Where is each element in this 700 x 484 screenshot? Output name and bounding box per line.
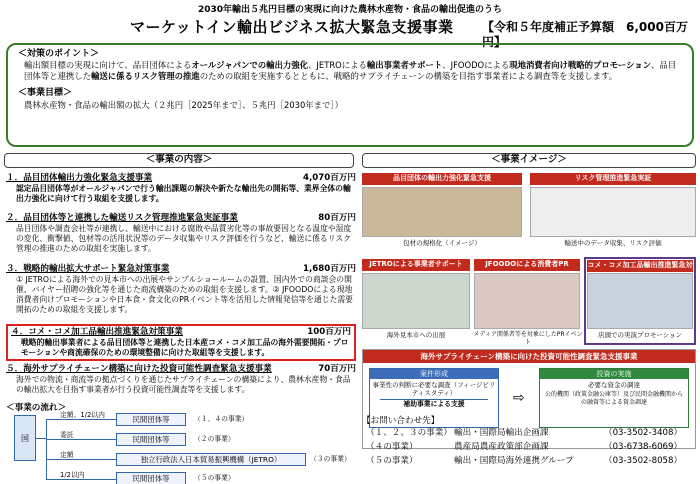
panel-caption: 海外見本市への出展 xyxy=(386,331,446,339)
policy-points-box xyxy=(6,43,694,147)
investment-text: 必要な資金の調達 xyxy=(588,381,640,389)
item-desc: 海外での物流・商流等の拠点づくりを通じたサプライチェーンの構築により、農林水産物・食品の輸出拡大を目指す事業者が行う投資可能性調査等を支援します。 xyxy=(16,374,351,394)
item-amount: 4,070百万円 xyxy=(303,173,356,183)
trade-show-photo xyxy=(362,273,470,329)
item-desc: 認定品目団体等がオールジャパンで行う輸出課題の解決や新たな輸出先の開拓等、業界全体の輸出力強化に向けて行う取組を支援します。 xyxy=(16,183,351,203)
points-heading: ＜対策のポイント＞ xyxy=(18,49,100,59)
panel-title: リスク管理推進緊急実証 xyxy=(530,173,696,185)
content-item-5 xyxy=(6,364,356,395)
panel-title: JFOODOによる消費者PR xyxy=(474,259,580,271)
flow-note: （２の事業） xyxy=(194,435,235,443)
content-heading: ＜事業の内容＞ xyxy=(4,153,354,168)
flow-box: 民間団体等 xyxy=(116,472,186,484)
item-amount: 80百万円 xyxy=(318,213,356,223)
contact-row xyxy=(362,441,696,455)
panel-caption: 店頭での実演プロモーション xyxy=(598,331,682,339)
contact-dept: 輸出・国際局海外連携グループ xyxy=(454,456,574,467)
content-item-1 xyxy=(6,173,356,204)
right-arrow-icon: ⇨ xyxy=(513,390,525,406)
content-item-2 xyxy=(6,213,356,254)
item-amount: 70百万円 xyxy=(318,364,356,374)
flow-note: （１、４の事業） xyxy=(194,415,249,423)
image-heading: ＜事業イメージ＞ xyxy=(362,153,696,168)
item-title: ３．戦略的輸出拡大サポート緊急対策事業 xyxy=(6,264,170,274)
packaging-photo xyxy=(362,187,522,237)
budget-label: 【令和５年度補正予算額 6,000百万円】 xyxy=(482,20,688,49)
item-desc: 品目団体や調査会社等が連携し、輸送中における腐敗や品質劣化等の事故要因となる温度や湿度の変化、衝撃値、包材等の活用状況等のデータ収集やリスク評価を行うなど、輸送に係るリスク管理の推進のための取組を実施します。 xyxy=(16,223,352,253)
flow-label: 定額 xyxy=(60,451,74,459)
panel-title: コメ・コメ加工品輸出推進緊急対 xyxy=(587,260,693,272)
formation-sub: 補助事業による支援 xyxy=(380,399,488,408)
contact-dept: 輸出・国際局輸出企画課 xyxy=(454,428,549,439)
item-title: ５．海外サプライチェーン構築に向けた投資可能性調査緊急支援事業 xyxy=(6,364,272,374)
content-item-4-highlighted xyxy=(6,324,356,361)
formation-head: 案件形成 xyxy=(370,369,498,379)
points-text: 輸出額目標の実現に向けて、品目団体によるオールジャパンでの輸出力強化、JETROによる輸出事業者サポート、JFOODOによる現地消費者向け戦略的プロモーション、品目団体等と連携した輸送に係るリスク管理の推進のための取組を実施するとともに、戦略的サプライチェーンの構築を目指す事業者による調査等を支援します。 xyxy=(24,60,677,82)
item-desc: 戦略的輸出事業者による品目団体等と連携した日本産コメ・コメ加工品の海外需要開拓・プロモーションや商流確保のための環境整備に向けた取組等を支援します。 xyxy=(21,337,349,357)
contact-tel: （03-6738-6069） xyxy=(604,442,683,453)
flow-label: 定額、1/2以内 xyxy=(60,411,105,419)
goal-text: 農林水産物・食品の輸出額の拡大（２兆円［2025年まで］、５兆円［2030年まで］） xyxy=(24,99,343,110)
item-desc: ① JETROによる海外での見本市への出展やサンプルショールームの設置、国内外での商談会の開催、バイヤー招聘の強化等を通じた商流構築のための取組を支援します。② JFOODOによる現地消費者向けプロモーションや日本食・食文化のPRイベント等を活用した情報発信等を通じた需要開拓のための取組を支援します。 xyxy=(16,274,353,314)
panel-caption: 包材の規格化（イメージ） xyxy=(403,239,481,247)
page-title: マーケットイン輸出ビジネス拡大緊急支援事業 xyxy=(130,18,454,36)
investment-head: 投資の実施 xyxy=(540,369,688,379)
investment-sub: 公的機関（政策金融公庫等）及び民間金融機関からの融資等による資金調達 xyxy=(544,391,683,406)
supply-title: 海外サプライチェーン構築に向けた投資可能性調査緊急支援事業 xyxy=(363,350,695,363)
item-title: ４．コメ・コメ加工品輸出推進緊急対策事業 xyxy=(11,327,183,337)
flow-note: （３の事業） xyxy=(310,455,351,463)
panel-title: 品目団体の輸出力強化緊急支援 xyxy=(362,173,522,185)
flow-heading: ＜事業の流れ＞ xyxy=(6,403,67,413)
flow-box: 独立行政法人日本貿易振興機構（JETRO） xyxy=(116,453,306,466)
contact-tel: （03-3502-8058） xyxy=(604,456,683,467)
formation-text: 事業性の判断に必要な調査（フィージビリティスタディ） xyxy=(372,381,496,398)
sensor-data-photo xyxy=(530,187,696,237)
business-flow xyxy=(14,395,354,484)
flow-box: 民間団体等 xyxy=(116,413,186,426)
contact-items: （４の事業） xyxy=(366,442,418,453)
flow-country-box: 国 xyxy=(14,415,36,461)
contact-row xyxy=(362,427,696,441)
contact-row xyxy=(362,455,696,469)
goal-heading: ＜事業目標＞ xyxy=(18,88,73,99)
contact-items: （１、２、３の事業） xyxy=(366,428,452,439)
flow-label: 1/2以内 xyxy=(60,471,85,479)
content-item-3 xyxy=(6,264,356,315)
pr-event-photo xyxy=(474,273,580,329)
panel-caption: 輸送中のデータ収集、リスク評価 xyxy=(564,239,662,247)
contact-section xyxy=(362,416,696,469)
panel-caption: メディア関係者等を対象にしたPRイベント xyxy=(473,331,583,346)
in-store-promo-photo xyxy=(587,273,693,329)
item-amount: 100百万円 xyxy=(307,327,351,337)
contact-heading: 【お問い合わせ先】 xyxy=(362,416,440,426)
contact-items: （５の事業） xyxy=(366,456,418,467)
panel-title: JETROによる事業者サポート xyxy=(362,259,470,271)
contact-dept: 農産局農産政策部企画課 xyxy=(454,442,549,453)
flow-label: 委託 xyxy=(60,431,74,439)
page-subtitle: 2030年輸出５兆円目標の実現に向けた農林水産物・食品の輸出促進のうち xyxy=(197,5,503,15)
item-title: １．品目団体輸出力強化緊急支援事業 xyxy=(6,173,153,183)
contact-tel: （03-3502-3408） xyxy=(604,428,683,439)
flow-note: （５の事業） xyxy=(194,474,235,482)
item-amount: 1,680百万円 xyxy=(303,264,356,274)
flow-box: 民間団体等 xyxy=(116,433,186,446)
item-title: ２．品目団体等と連携した輸送リスク管理推進緊急実証事業 xyxy=(6,213,238,223)
